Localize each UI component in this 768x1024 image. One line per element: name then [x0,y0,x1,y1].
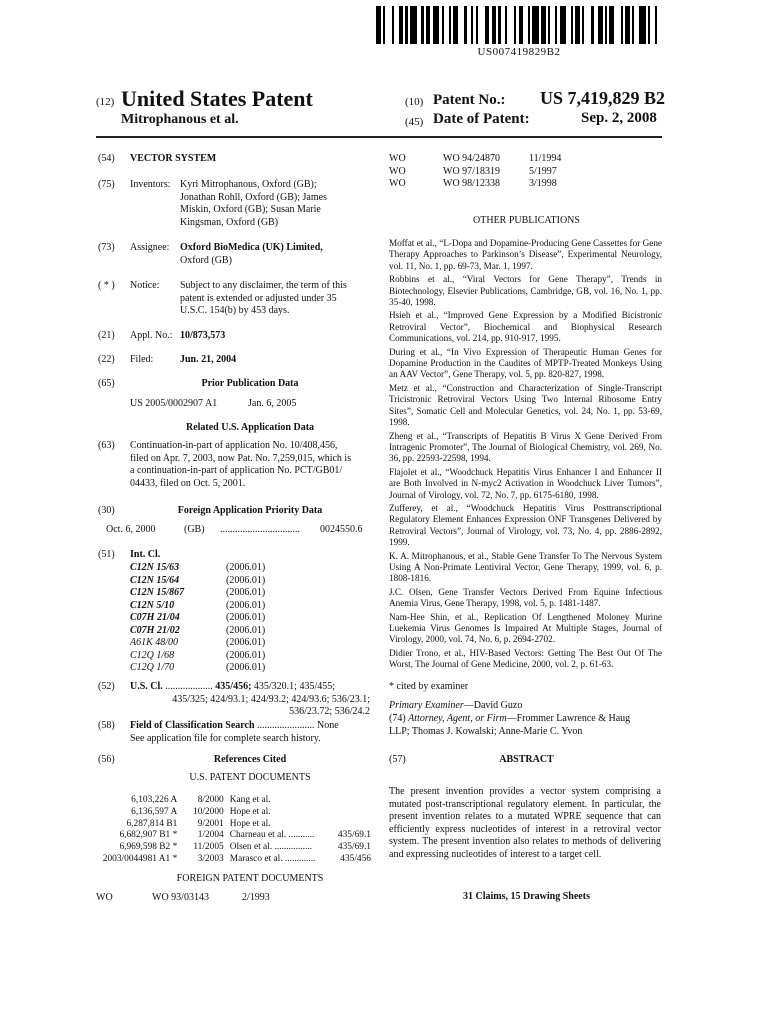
barcode-bar [478,6,485,44]
attorney-block [389,713,664,738]
intcl-version: (2006.01) [226,624,266,636]
attorney-code: (74) [389,713,406,724]
foreign-doc-row [389,153,664,166]
publication-entry: Zheng et al., “Transcripts of Hepatitis B Virus X Gene Derived From Intragenic Promoter”, The Journal of Biological Chemistry, vol. 269, No. 36, pp. 22593-22598, 1994. [389,430,662,464]
intcl-code: (51) [98,549,115,560]
prior-publication: US 2005/0002907 A1 [130,398,218,409]
intcl-code-value: C12N 15/63 [130,562,180,573]
us-doc-no: 6,136,597 A [131,806,178,817]
foreign-doc-kind: WO [389,165,406,177]
foreign-docs-left [96,892,371,905]
intcl-code-value: C12Q 1/70 [130,662,175,673]
intcl-version: (2006.01) [226,599,266,611]
continuation-text [130,440,370,490]
intcl-code-value: C12N 15/64 [130,574,180,586]
country-title: United States Patent [121,86,313,111]
publication-entry: During et al., “In Vivo Expression of Therapeutic Human Genes for Dopamine Production in the Caudites of MPTP-Treated Monkeys Using an AAV Vector”, Gene Therapy, vol. 5, pp. 820-827, 1998. [389,346,662,380]
claims-summary: 31 Claims, 15 Drawing Sheets [463,891,590,902]
publication-entry: Flajolet et al., “Woodchuck Hepatitis Virus Enhancer I and Enhancer II are Both Involved in N-myc2 Activation in Woodchuck Liver Tumors”, Journal of Virology, vol. 72, No. 7, pp. 6175-6180, 1998. [389,466,662,500]
us-doc-date: 1/2004 [197,830,224,841]
us-doc-no: 2003/0044981 A1 * [102,853,178,864]
intcl-version: (2006.01) [226,637,266,648]
barcode-bar [584,6,591,44]
abstract-code: (57) [389,754,406,765]
date-of-patent-label: Date of Patent: [433,111,530,127]
publication-entry: Hsieh et al., “Improved Gene Expression by a Modified Bicistronic Retroviral Vector”, Biochemical and Biophysical Research Communications, vol. 214, pp. 910-917, 1995. [389,310,662,344]
foreign-priority-dots: ................................ [220,524,300,535]
abstract-text: The present invention provides a vector system comprising a mutated post-transcriptional regulatory element. In particular, the present invention relates to a mutated WPRE sequence that can efficiently express nucleotides of interest in a retroviral vector system. The present invention also relates to methods of delivering and expressing nucleotides of interest to a target cell. [389,786,661,860]
intcl-version: (2006.01) [226,612,266,623]
us-doc-cl: 435/456 [340,853,371,864]
us-doc-row [96,819,371,831]
refs-code: (56) [98,754,115,765]
uscl-line: 536/23.72; 536/24.2 [289,706,370,717]
us-doc-date: 8/2000 [197,795,224,805]
barcode-bar [433,6,440,44]
us-doc-date: 11/2005 [193,842,224,853]
foreign-priority-code: (30) [98,505,115,516]
foreign-priority-heading: Foreign Application Priority Data [177,505,323,516]
publication-entry: J.C. Olsen, Gene Transfer Vectors Derived From Equine Infectious Anemia Virus, Gene Therapy, 1998, vol. 5, p. 1481-1487. [389,586,662,609]
notice-label: Notice: [130,280,160,291]
inventor-line: Kyri Mitrophanous, Oxford (GB); [180,179,317,190]
intcl-version: (2006.01) [226,662,266,673]
examiner-line [389,700,664,713]
foreign-docs-heading: FOREIGN PATENT DOCUMENTS [176,873,324,884]
field-block [130,720,370,745]
barcode-bar [458,6,465,44]
barcode-number: US007419829B2 [477,46,561,58]
intcl-version: (2006.01) [226,574,266,586]
intcl-row [130,562,310,575]
foreign-doc-no: WO 98/12338 [443,178,500,189]
foreign-doc-kind: WO [389,178,406,189]
inventor-line: Miskin, Oxford (GB); Susan Marie [180,204,321,215]
examiner-label: Primary Examiner [389,700,464,711]
header-rule [96,136,662,138]
notice-text [180,280,370,318]
assignee-code: (73) [98,242,115,253]
barcode-bar [657,6,662,44]
attorney-label: Attorney, Agent, or Firm [408,713,507,724]
uscl-line: 435/325; 424/93.1; 424/93.2; 424/93.6; 536/23.1; [172,693,370,705]
us-doc-name: Charneau et al. ........... [229,830,315,841]
intcl-version: (2006.01) [226,562,266,573]
inventors-code: (75) [98,179,115,190]
foreign-priority-country: (GB) [184,524,205,535]
foreign-docs-right [389,153,664,191]
intcl-row [130,575,310,588]
foreign-doc-kind: WO [389,153,406,164]
uscl-line: 435/320.1; 435/455; [251,681,336,692]
inventors-list [180,179,380,229]
intcl-code-value: A61K 48/00 [130,637,179,648]
us-doc-no: 6,969,598 B2 * [119,842,178,853]
intcl-code-value: C07H 21/04 [130,612,180,623]
foreign-doc-no: WO 93/03143 [152,892,209,903]
publication-entry: K. A. Mitrophanous, et al., Stable Gene Transfer To The Nervous System Using A Non-Primate Lentiviral Vector, Gene Therapy, 1999, vol. 6, p. 1808-1816. [389,550,662,584]
other-pubs-heading: OTHER PUBLICATIONS [473,215,580,226]
appl-label: Appl. No.: [130,330,173,341]
continuation-code: (63) [98,440,115,451]
intcl-version: (2006.01) [226,587,266,598]
continuation-line: a continuation-in-part of application No. PCT/GB01/ [130,465,343,476]
intcl-row [130,612,310,625]
assignee-block [180,242,323,267]
us-doc-date: 10/2000 [193,806,224,817]
intcl-label: Int. Cl. [130,549,161,560]
field-code: (58) [98,720,115,731]
foreign-doc-row [389,178,664,191]
foreign-doc-kind: WO [96,892,113,903]
uscl-main: 435/456; [215,681,252,692]
publication-entry: Moffat et al., “L-Dopa and Dopamine-Producing Gene Cassettes for Gene Therapy Approaches to Parkinson’s Disease”, Experimental Neurology, vol. 11, No. 1, pp. 69-73, Mar. 1, 1997. [389,238,662,271]
barcode-bar [560,6,567,44]
foreign-priority-date: Oct. 6, 2000 [106,524,156,535]
intcl-code-value: C12N 5/10 [130,599,175,611]
us-doc-no: 6,103,226 A [131,795,178,805]
barcode-bar [614,6,621,44]
filed-label: Filed: [130,354,154,365]
related-heading: Related U.S. Application Data [185,422,315,433]
field-value: None [317,720,339,731]
publication-entry: Robbins et al., “Viral Vectors for Gene Therapy”, Trends in Biotechnology, Elsevier Publications, Cambridge, GB, vol. 16, No. 1, pp. 35-40, 1998. [389,274,662,308]
notice-line: Subject to any disclaimer, the term of this [180,280,347,291]
foreign-priority-number: 0024550.6 [320,524,363,535]
intcl-code-value: C07H 21/02 [130,624,180,636]
examiner-name: —David Guzo [463,700,523,711]
publication-entry: Metz et al., “Construction and Characterization of Single-Transcript Tricistronic Retroviral Vectors Using Two Internal Ribosome Entry Sites”, Somatic Cell and Molecular Genetics, vol. 24, No. 1, pp. 53-69, 1998. [389,382,662,428]
assignee-location: Oxford (GB) [180,254,232,266]
barcode-bar [639,6,646,44]
intcl-row [130,600,310,613]
us-doc-no: 6,287,814 B1 [126,818,178,829]
cited-note: * cited by examiner [389,681,469,692]
patent-number: US 7,419,829 B2 [540,88,666,108]
publication-entry: Nam-Hee Shin, et al., Replication Of Lengthened Moloney Murine Luekemia Virus Genomes Is Impaired At Multiple Stages, Journal of Virology, 2000, vol. 74, No. 6, p. 2694-2702. [389,611,662,645]
field-note: See application file for complete search history. [130,732,321,744]
intcl-version: (2006.01) [226,649,266,661]
prior-heading: Prior Publication Data [201,378,299,389]
uscl-block [130,681,370,719]
us-doc-name: Hope et al. [229,818,271,829]
attorney-line: —Frommer Lawrence & Haug [506,713,631,724]
us-docs-list [96,795,371,866]
us-doc-cl: 435/69.1 [337,830,371,841]
field-dots: ....................... [257,720,315,731]
invention-title: VECTOR SYSTEM [130,153,217,164]
intcl-row [130,637,310,650]
inventors-label: Inventors: [130,179,171,190]
uscl-label: U.S. Cl. [130,681,163,692]
intcl-code-value: C12N 15/867 [130,587,185,598]
date-of-patent: Sep. 2, 2008 [581,110,657,126]
refs-heading: References Cited [213,754,287,765]
us-doc-cl [334,807,371,819]
us-doc-cl [334,819,371,831]
appl-number: 10/873,573 [180,330,226,341]
assignee-name: Oxford BioMedica (UK) Limited, [180,242,323,253]
us-doc-row [96,795,371,807]
publication-entry: Didier Trono, et al., HIV-Based Vectors: Getting The Best Out Of The Worst, The Journal of Gene Medicine, 2000, vol. 2, p. 61-63. [389,647,662,670]
foreign-doc-date: 11/1994 [529,153,562,164]
us-doc-name: Hope et al. [229,806,271,817]
us-doc-date: 3/2003 [197,853,224,864]
notice-line: patent is extended or adjusted under 35 [180,292,337,304]
us-doc-row [96,842,371,854]
kind-code-10: (10) [405,96,424,108]
us-doc-no: 6,682,907 B1 * [119,830,178,841]
continuation-line: filed on Apr. 7, 2003, now Pat. No. 7,259,015, which is [130,452,352,464]
foreign-doc-row [389,166,664,179]
us-doc-name: Marasco et al. ............. [229,853,316,864]
us-doc-name: Kang et al. [229,795,271,805]
foreign-doc-date: 2/1993 [242,892,270,903]
foreign-doc-row [96,892,371,905]
barcode-bar [507,6,514,44]
intcl-row [130,587,310,600]
us-doc-row [96,854,371,866]
continuation-line: 04433, filed on Oct. 5, 2001. [130,477,246,489]
abstract-heading: ABSTRACT [499,754,554,765]
barcode [376,6,662,44]
us-doc-row [96,807,371,819]
appl-code: (21) [98,330,115,341]
foreign-doc-date: 5/1997 [529,165,557,177]
intcl-row [130,662,310,675]
kind-code-12: (12) [96,96,115,108]
notice-line: U.S.C. 154(b) by 453 days. [180,305,290,316]
us-doc-cl: 435/69.1 [337,842,371,853]
us-doc-date: 9/2001 [197,818,224,829]
us-docs-heading: U.S. PATENT DOCUMENTS [189,772,311,783]
barcode-bar [532,6,539,44]
intcl-row [130,650,310,663]
uscl-code: (52) [98,681,115,692]
prior-date: Jan. 6, 2005 [248,398,297,409]
uscl-dots: ................... [165,681,213,692]
intcl-code-value: C12Q 1/68 [130,649,175,661]
foreign-doc-date: 3/1998 [529,178,557,189]
prior-code: (65) [98,378,115,389]
intcl-list [130,562,310,675]
inventor-line: Kingsman, Oxford (GB) [180,216,279,228]
barcode-bar [410,6,417,44]
publication-entry: Zufferey, et al., “Woodchuck Hepatitis Virus Posttranscriptional Regulatory Element Enhances Expression ONF Transgenes Delivered by Retroviral Vectors”, Journal of Virology, vol. 73, No. 4, pp. 2886-2892, 1999. [389,502,662,548]
continuation-line: Continuation-in-part of application No. 10/408,456, [130,440,338,451]
notice-code: ( * ) [98,280,115,291]
barcode-bar [385,6,392,44]
inventors-short: Mitrophanous et al. [121,112,239,127]
title-code: (54) [98,153,115,164]
us-doc-name: Olsen et al. ................ [229,842,313,853]
foreign-doc-no: WO 97/18319 [443,165,500,177]
us-doc-cl [334,795,371,807]
other-pubs-list [389,238,662,673]
filed-code: (22) [98,354,115,365]
inventor-line: Jonathan Rohll, Oxford (GB); James [180,191,327,203]
assignee-label: Assignee: [130,242,170,253]
us-doc-row [96,830,371,842]
attorney-line: LLP; Thomas J. Kowalski; Anne-Marie C. Yvon [389,725,583,737]
patent-no-label: Patent No.: [433,92,506,108]
kind-code-45: (45) [405,116,424,128]
intcl-row [130,625,310,638]
filed-date: Jun. 21, 2004 [180,354,237,365]
field-label: Field of Classification Search [130,720,255,731]
foreign-doc-no: WO 94/24870 [443,153,500,164]
